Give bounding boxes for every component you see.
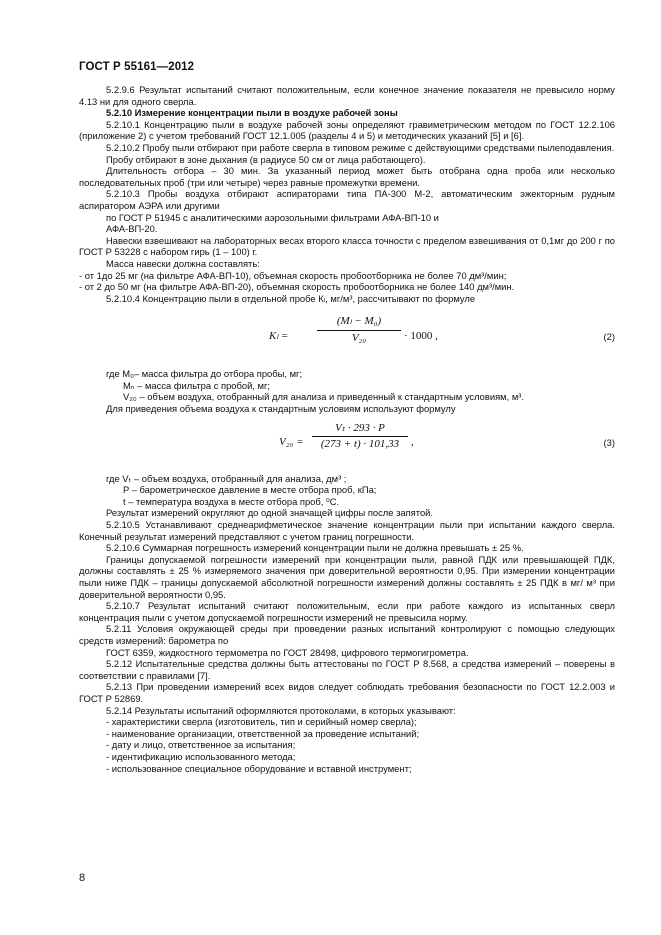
paragraph-weighing: Навески взвешивают на лабораторных весах второго класса точности с пределом взвешивания от 0,1мг до 200 г по ГОСТ Р 53228 с набором гирь (1 – 100) г. bbox=[79, 234, 615, 258]
paragraph-5-2-10-2: 5.2.10.2 Пробу пыли отбирают при работе сверла в типовом режиме с действующими средствами пылеподавления. bbox=[106, 141, 615, 153]
list-item-mass-1: - от 1до 25 мг (на фильтре АФА-ВП-10), объемная скорость пробоотборника не более 70 дм³/мин; bbox=[79, 269, 507, 281]
formula-2-fraction bbox=[317, 316, 401, 344]
legend-t: t – температура воздуха в месте отбора проб, ⁰С. bbox=[123, 495, 340, 507]
list-item-date-person: - дату и лицо, ответственное за испытания; bbox=[106, 739, 296, 751]
formula-2-numerator: (Mₗ − M₀) bbox=[336, 315, 382, 328]
legend-mn: Mₙ – масса фильтра с пробой, мг; bbox=[123, 379, 271, 391]
formula-3-fraction bbox=[312, 423, 408, 451]
paragraph-5-2-10-6: 5.2.10.6 Суммарная погрешность измерений концентрации пыли не должна превышать ± 25 %. bbox=[106, 542, 524, 554]
formula-2 bbox=[79, 312, 615, 364]
list-item-equipment: - использованное специальное оборудование и вставной инструмент; bbox=[106, 762, 412, 774]
legend-v20: V₂₀ – объем воздуха, отобранный для анализа и приведенный к стандартным условиям, м³. bbox=[123, 391, 525, 403]
paragraph-gost-6359: ГОСТ 6359, жидкостного термометра по ГОСТ 28498, цифрового термогигрометра. bbox=[106, 646, 469, 658]
paragraph-afa-vp-20: АФА-ВП-20. bbox=[106, 223, 158, 235]
legend-vt: где Vₜ – объем воздуха, отобранный для анализа, дм³ ; bbox=[106, 472, 347, 484]
page-number: 8 bbox=[79, 872, 86, 884]
formula-2-multiplier: · 1000 , bbox=[404, 330, 438, 343]
formula-3 bbox=[79, 421, 615, 465]
paragraph-error-limits: Границы допускаемой погрешности измерений при концентрации пыли, равной ПДК или превышающей ПДК, должны составлять ± 25 % измеряемого значения при доверительной вероятности 0,95. При измерении концентрации пыли ниже ПДК – границы допускаемой абсолютной погрешности измерений должны составлять ± 25 ПДК в мг/ м³ при доверительной вероятности 0,95. bbox=[79, 553, 615, 600]
paragraph-5-2-12: 5.2.12 Испытательные средства должны быть аттестованы по ГОСТ Р 8.568, а средства измерений – поверены в соответствии с правилами [7]. bbox=[79, 658, 615, 681]
paragraph-sampling-duration: Длительность отбора – 30 мин. За указанный период может быть отобрана одна проба или несколько последовательных проб (три или четыре) через равные промежутки времени. bbox=[79, 165, 615, 188]
formula-3-number: (3) bbox=[603, 436, 615, 448]
formula-3-denominator: (273 + t) · 101,33 bbox=[312, 436, 408, 451]
list-item-method: - идентификацию использованного метода; bbox=[106, 750, 296, 762]
list-item-drill-characteristics: - характеристики сверла (изготовитель, тип и серийный номер сверла); bbox=[106, 716, 417, 728]
paragraph-5-2-11: 5.2.11 Условия окружающей среды при проведении разных испытаний контролируют с помощью следующих средств измерений: барометра по bbox=[79, 623, 615, 646]
paragraph-rounding: Результат измерений округляют до одной значащей цифры после запятой. bbox=[106, 507, 434, 519]
list-item-mass-2: - от 2 до 50 мг (на фильтре АФА-ВП-20), объемная скорость пробоотборника не более 140 дм³/мин. bbox=[79, 281, 515, 293]
paragraph-5-2-10-5: 5.2.10.5 Устанавливают среднеарифметическое значение концентрации пыли при испытании каждого сверла. Конечный результат измерений представляют с учетом границ погрешности. bbox=[79, 519, 615, 542]
formula-2-lhs: Kₗ = bbox=[269, 330, 289, 343]
legend-p: P – барометрическое давление в месте отбора проб, кПа; bbox=[123, 484, 377, 496]
paragraph-sampling-zone: Пробу отбирают в зоне дыхания (в радиусе 50 см от лица работающего). bbox=[106, 153, 426, 165]
paragraph-mass-intro: Масса навески должна составлять: bbox=[106, 257, 260, 269]
paragraph-5-2-14: 5.2.14 Результаты испытаний оформляются протоколами, в которых указывают: bbox=[106, 704, 456, 716]
paragraph-gost-51945: по ГОСТ Р 51945 с аналитическими аэрозольными фильтрами АФА-ВП-10 и bbox=[106, 211, 439, 223]
legend-m0: где M₀– масса фильтра до отбора пробы, мг; bbox=[106, 368, 303, 380]
section-heading-5-2-10: 5.2.10 Измерение концентрации пыли в воздухе рабочей зоны bbox=[106, 107, 398, 119]
paragraph-5-2-10-7: 5.2.10.7 Результат испытаний считают положительным, если при работе каждого из испытанных сверл концентрация пыли с учетом допускаемой погрешности измерений не превысила норму. bbox=[79, 600, 615, 623]
paragraph-5-2-9-6: 5.2.9.6 Результат испытаний считают положительным, если конечное значение показателя не превысило норму 4.13 ни для одного сверла. bbox=[79, 84, 615, 107]
list-item-organization: - наименование организации, ответственной за проведение испытаний; bbox=[106, 727, 420, 739]
formula-3-lhs: V₂₀ = bbox=[279, 435, 304, 448]
paragraph-5-2-10-1: 5.2.10.1 Концентрацию пыли в воздухе рабочей зоны определяют гравиметрическим методом по ГОСТ 12.2.106 (приложение 2) с учетом требований ГОСТ 12.1.005 (разделы 4 и 5) и методических указаний [5] и [6]. bbox=[79, 118, 615, 142]
paragraph-5-2-13: 5.2.13 При проведении измерений всех видов следует соблюдать требования безопасности по ГОСТ 12.2.003 и ГОСТ Р 52869. bbox=[79, 681, 615, 704]
paragraph-volume-reduction: Для приведения объема воздуха к стандартным условиям используют формулу bbox=[106, 403, 456, 415]
paragraph-5-2-10-4: 5.2.10.4 Концентрацию пыли в отдельной пробе Кₗ, мг/м³, рассчитывают по формуле bbox=[106, 292, 476, 304]
document-body bbox=[79, 84, 615, 774]
formula-2-denominator: V₂₀ bbox=[317, 330, 401, 345]
formula-3-tail: , bbox=[411, 435, 414, 448]
formula-2-number: (2) bbox=[603, 331, 615, 343]
standard-header: ГОСТ Р 55161—2012 bbox=[79, 61, 195, 73]
paragraph-5-2-10-3: 5.2.10.3 Пробы воздуха отбирают аспираторами типа ПА-300 М-2, автоматическим эжекторным рудным аспиратором АЭРА или другими bbox=[79, 188, 615, 211]
formula-3-numerator: Vₜ · 293 · P bbox=[335, 421, 385, 434]
